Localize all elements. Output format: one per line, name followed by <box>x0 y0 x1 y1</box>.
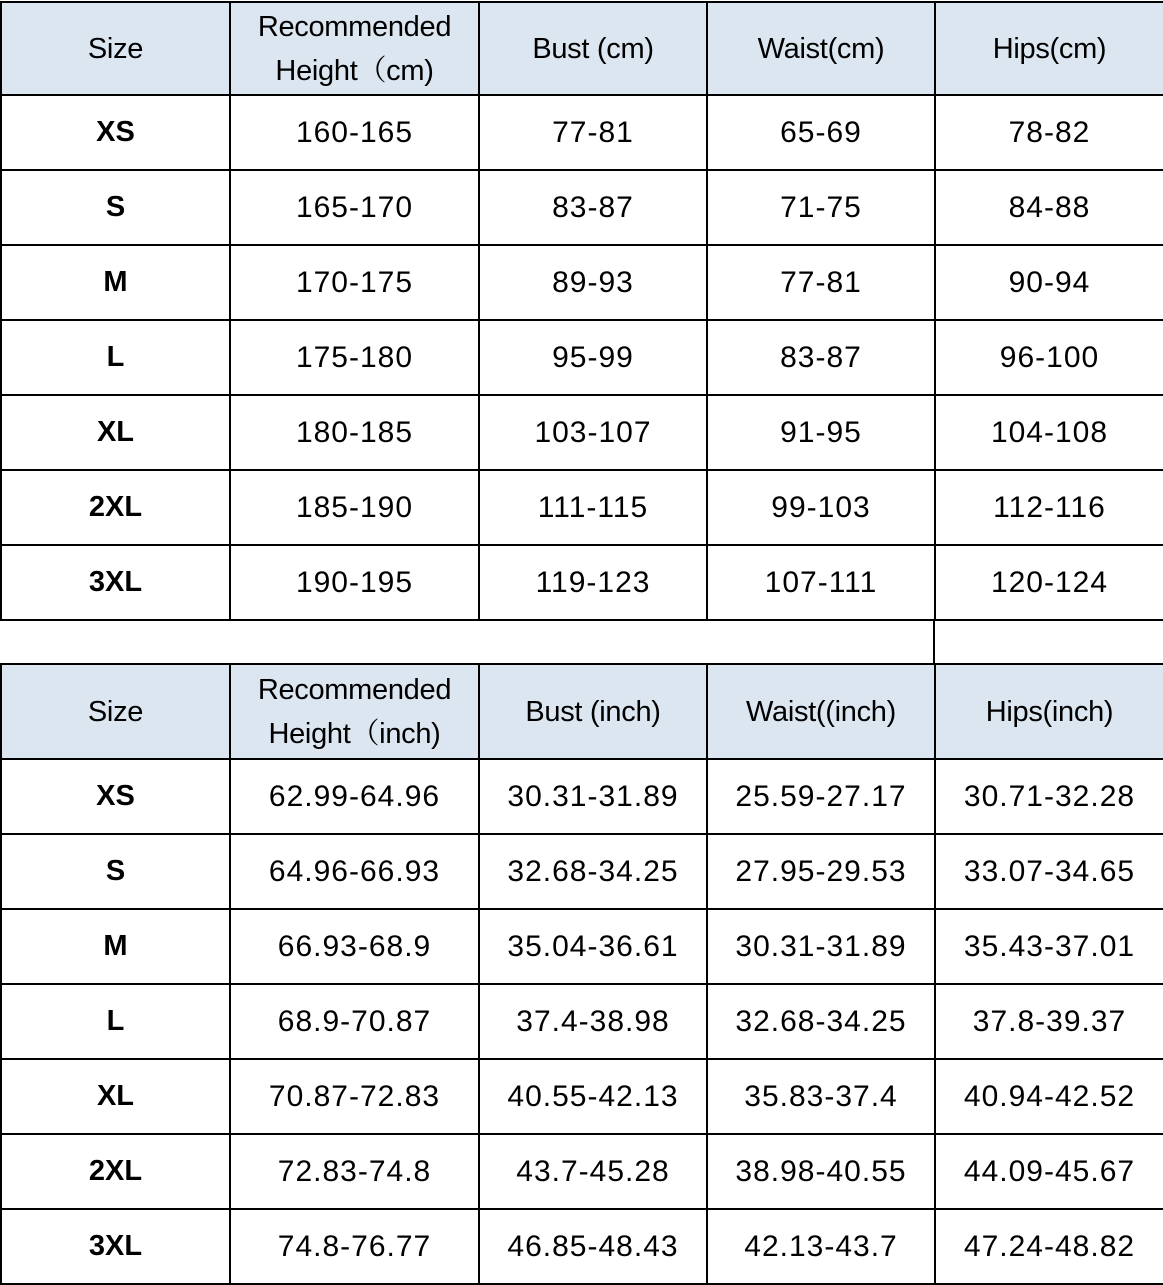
table-row <box>1 470 1163 545</box>
cell-hips: 33.07-34.65 <box>935 834 1163 909</box>
header-recommended-height <box>230 2 479 95</box>
cell-height: 185-190 <box>230 470 479 545</box>
table-row <box>1 1134 1163 1209</box>
header-waist: Waist((inch) <box>707 664 935 759</box>
cell-size: 2XL <box>1 470 230 545</box>
table-row <box>1 1209 1163 1284</box>
header-bust: Bust (inch) <box>479 664 707 759</box>
cell-bust: 95-99 <box>479 320 707 395</box>
cell-hips: 84-88 <box>935 170 1163 245</box>
cell-height: 64.96-66.93 <box>230 834 479 909</box>
cell-waist: 65-69 <box>707 95 935 170</box>
cell-hips: 35.43-37.01 <box>935 909 1163 984</box>
cell-height: 180-185 <box>230 395 479 470</box>
cell-bust: 30.31-31.89 <box>479 759 707 834</box>
table-row <box>1 95 1163 170</box>
cell-bust: 77-81 <box>479 95 707 170</box>
header-hips: Hips(cm) <box>935 2 1163 95</box>
table-divider-line <box>933 620 935 664</box>
cell-waist: 91-95 <box>707 395 935 470</box>
cell-waist: 107-111 <box>707 545 935 620</box>
cell-waist: 32.68-34.25 <box>707 984 935 1059</box>
cell-waist: 83-87 <box>707 320 935 395</box>
table-row <box>1 759 1163 834</box>
cell-size: XS <box>1 95 230 170</box>
table-row <box>1 545 1163 620</box>
cell-hips: 78-82 <box>935 95 1163 170</box>
cell-waist: 42.13-43.7 <box>707 1209 935 1284</box>
cell-height: 72.83-74.8 <box>230 1134 479 1209</box>
cell-hips: 40.94-42.52 <box>935 1059 1163 1134</box>
cell-bust: 111-115 <box>479 470 707 545</box>
table-row <box>1 170 1163 245</box>
header-bust: Bust (cm) <box>479 2 707 95</box>
table-row <box>1 320 1163 395</box>
cell-waist: 99-103 <box>707 470 935 545</box>
cell-bust: 32.68-34.25 <box>479 834 707 909</box>
cell-height: 62.99-64.96 <box>230 759 479 834</box>
cell-hips: 120-124 <box>935 545 1163 620</box>
cell-waist: 71-75 <box>707 170 935 245</box>
cell-hips: 96-100 <box>935 320 1163 395</box>
size-chart-cm-table <box>0 1 1163 621</box>
header-waist: Waist(cm) <box>707 2 935 95</box>
header-recommended-height <box>230 664 479 759</box>
cell-hips: 112-116 <box>935 470 1163 545</box>
cell-hips: 104-108 <box>935 395 1163 470</box>
cell-height: 74.8-76.77 <box>230 1209 479 1284</box>
cell-size: S <box>1 834 230 909</box>
cell-size: L <box>1 984 230 1059</box>
cell-size: L <box>1 320 230 395</box>
cell-size: M <box>1 245 230 320</box>
table-row <box>1 984 1163 1059</box>
table-header-row <box>1 664 1163 759</box>
cell-bust: 40.55-42.13 <box>479 1059 707 1134</box>
header-size: Size <box>1 2 230 95</box>
cell-hips: 47.24-48.82 <box>935 1209 1163 1284</box>
cell-waist: 38.98-40.55 <box>707 1134 935 1209</box>
table-row <box>1 395 1163 470</box>
cell-waist: 30.31-31.89 <box>707 909 935 984</box>
cell-size: 3XL <box>1 1209 230 1284</box>
cell-height: 68.9-70.87 <box>230 984 479 1059</box>
cell-waist: 35.83-37.4 <box>707 1059 935 1134</box>
cell-bust: 37.4-38.98 <box>479 984 707 1059</box>
cell-height: 170-175 <box>230 245 479 320</box>
cell-waist: 27.95-29.53 <box>707 834 935 909</box>
cell-waist: 77-81 <box>707 245 935 320</box>
header-hips: Hips(inch) <box>935 664 1163 759</box>
table-header-row <box>1 2 1163 95</box>
cell-size: 3XL <box>1 545 230 620</box>
cell-hips: 44.09-45.67 <box>935 1134 1163 1209</box>
table-row <box>1 1059 1163 1134</box>
cell-size: XL <box>1 395 230 470</box>
cell-size: XL <box>1 1059 230 1134</box>
cell-height: 175-180 <box>230 320 479 395</box>
table-row <box>1 909 1163 984</box>
table-row <box>1 245 1163 320</box>
cell-hips: 30.71-32.28 <box>935 759 1163 834</box>
cell-size: S <box>1 170 230 245</box>
size-chart-inch-table <box>0 663 1163 1285</box>
cell-bust: 103-107 <box>479 395 707 470</box>
cell-bust: 119-123 <box>479 545 707 620</box>
cell-bust: 83-87 <box>479 170 707 245</box>
header-height-line2: Height（cm) <box>275 54 434 87</box>
cell-hips: 90-94 <box>935 245 1163 320</box>
header-height-line2: Height（inch) <box>268 717 441 750</box>
cell-height: 190-195 <box>230 545 479 620</box>
cell-bust: 35.04-36.61 <box>479 909 707 984</box>
cell-height: 165-170 <box>230 170 479 245</box>
header-size: Size <box>1 664 230 759</box>
cell-height: 70.87-72.83 <box>230 1059 479 1134</box>
cell-bust: 89-93 <box>479 245 707 320</box>
cell-waist: 25.59-27.17 <box>707 759 935 834</box>
cell-hips: 37.8-39.37 <box>935 984 1163 1059</box>
header-height-line1: Recommended <box>257 10 452 43</box>
cell-height: 160-165 <box>230 95 479 170</box>
cell-bust: 43.7-45.28 <box>479 1134 707 1209</box>
cell-height: 66.93-68.9 <box>230 909 479 984</box>
header-height-line1: Recommended <box>257 673 452 706</box>
cell-bust: 46.85-48.43 <box>479 1209 707 1284</box>
table-row <box>1 834 1163 909</box>
cell-size: 2XL <box>1 1134 230 1209</box>
cell-size: XS <box>1 759 230 834</box>
cell-size: M <box>1 909 230 984</box>
